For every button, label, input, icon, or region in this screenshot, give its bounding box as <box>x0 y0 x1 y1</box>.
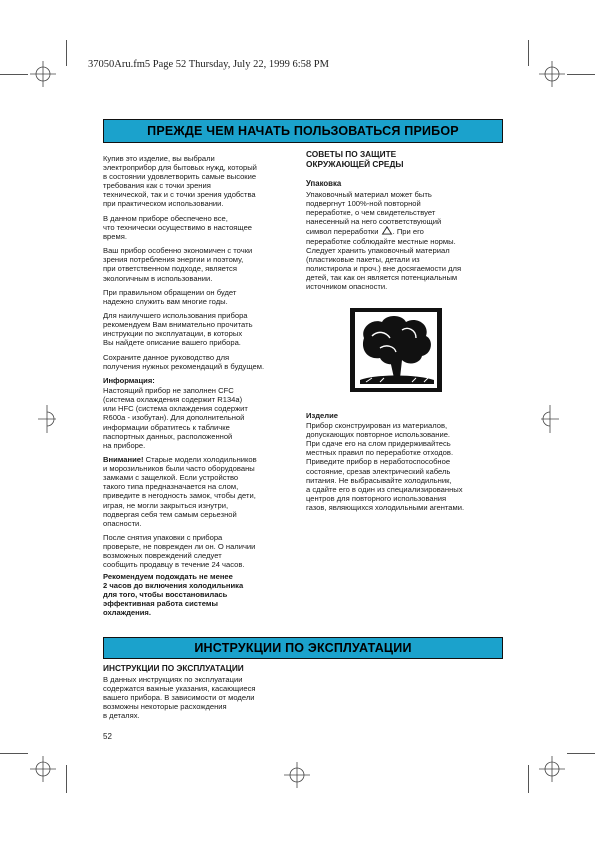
paragraph: При правильном обращении он будет надежно служить вам многие годы. <box>103 287 237 306</box>
file-info: 37050Aru.fm5 Page 52 Thursday, July 22, 1999 6:58 PM <box>88 59 329 70</box>
crop-line <box>0 753 28 754</box>
packaging-text <box>306 190 501 291</box>
bold-note: Рекомендуем подождать не менее 2 часов до включения холодильника для того, чтобы восстановилась эффективная работа системы охлаждения. <box>103 571 244 617</box>
instructions-block <box>103 664 303 721</box>
info-heading: Информация: <box>103 376 155 386</box>
recycling-triangle-icon <box>381 226 393 235</box>
paragraph: Ваш прибор особенно экономичен с точки зрения потребления энергии и поэтому, при ответственном подходе, является экологичным в использовании. <box>103 246 253 283</box>
right-column <box>306 149 501 296</box>
warning-text: Старые модели холодильников и морозильников были часто оборудованы замками с защелкой. Если устройство такого типа предназначается на слом, приведите в негодность замок, чтобы дети, играя, не могли закрыться изнутри, подвергая себя тем самым серьезной опасности. <box>103 455 257 528</box>
registration-mark-icon <box>539 61 565 87</box>
packaging-text-part: . При его переработке соблюдайте местные нормы. Следует хранить упаковочный материал (пластиковые пакеты, детали из полистирола и проч.) вне досягаемости для детей, так как он является потенциальным источником опасности. <box>306 227 462 292</box>
crop-line <box>66 40 67 66</box>
environment-heading: СОВЕТЫ ПО ЗАЩИТЕ ОКРУЖАЮЩЕЙ СРЕДЫ <box>306 149 404 169</box>
registration-mark-icon <box>539 756 565 782</box>
product-block <box>306 411 501 512</box>
warning-label: Внимание! <box>103 455 144 465</box>
paragraph: Сохраните данное руководство для получения нужных рекомендаций в будущем. <box>103 352 265 371</box>
paragraph: В данном приборе обеспечено все, что технически осуществимо в настоящее время. <box>103 213 253 241</box>
crop-line <box>528 40 529 66</box>
registration-mark-icon <box>38 405 56 433</box>
crop-line <box>66 765 67 793</box>
instructions-text: В данных инструкциях по эксплуатации содержатся важные указания, касающиеся вашего прибора. В зависимости от модели возможны некоторые расхождения в деталях. <box>103 675 256 721</box>
paragraph: После снятия упаковки с прибора проверьте, не поврежден ли он. О наличии возможных повреждений следует сообщить продавцу в течение 24 часов. <box>103 532 256 570</box>
crop-line <box>567 753 595 754</box>
product-heading: Изделие <box>306 411 338 420</box>
crop-line <box>528 765 529 793</box>
registration-mark-icon <box>541 405 559 433</box>
registration-mark-icon <box>30 756 56 782</box>
packaging-text-part: Упаковочный материал может быть подвергнут 100%-ной повторной переработке, о чем свидетельствует нанесенный на него соответствующий символ переработки <box>306 190 442 237</box>
section-title: ИНСТРУКЦИИ ПО ЭКСПЛУАТАЦИИ <box>103 637 503 659</box>
paragraph: Для наилучшего использования прибора рекомендуем Вам внимательно прочитать инструкции по эксплуатации, в которых Вы найдете описание вашего прибора. <box>103 311 253 348</box>
instructions-heading: ИНСТРУКЦИИ ПО ЭКСПЛУАТАЦИИ <box>103 663 244 673</box>
left-column <box>103 154 295 622</box>
warning-paragraph <box>103 455 295 528</box>
info-text: Настоящий прибор не заполнен CFC (система охлаждения содержит R134a) или HFC (система охлаждения содержит R600a - изобутан). Для дополнительной информации обратитесь к табличке паспортных данных, расположенной на приборе. <box>103 386 248 450</box>
registration-mark-icon <box>284 762 310 788</box>
crop-line <box>567 74 595 75</box>
section-title: ПРЕЖДЕ ЧЕМ НАЧАТЬ ПОЛЬЗОВАТЬСЯ ПРИБОР <box>103 119 503 143</box>
crop-line <box>0 74 28 75</box>
registration-mark-icon <box>30 61 56 87</box>
packaging-heading: Упаковка <box>306 179 342 188</box>
tree-illustration <box>350 308 442 392</box>
page-number: 52 <box>103 732 112 741</box>
paragraph: Купив это изделие, вы выбрали электроприбор для бытовых нужд, который в состоянии удовлетворить самые высокие требования как с точки зрения технической, так и с точки зрения удобства при практическом использовании. <box>103 154 257 209</box>
product-text: Прибор сконструирован из материалов, допускающих повторное использование. При сдаче его на слом придерживайтесь местных правил по переработке отходов. Приведите прибор в неработоспособное состояние, срезав электрический кабель питания. Не выбрасывайте холодильник, а сдайте его в один из специализированных центров для повторного использования газов, являющихся холодильными агентами. <box>306 421 465 512</box>
